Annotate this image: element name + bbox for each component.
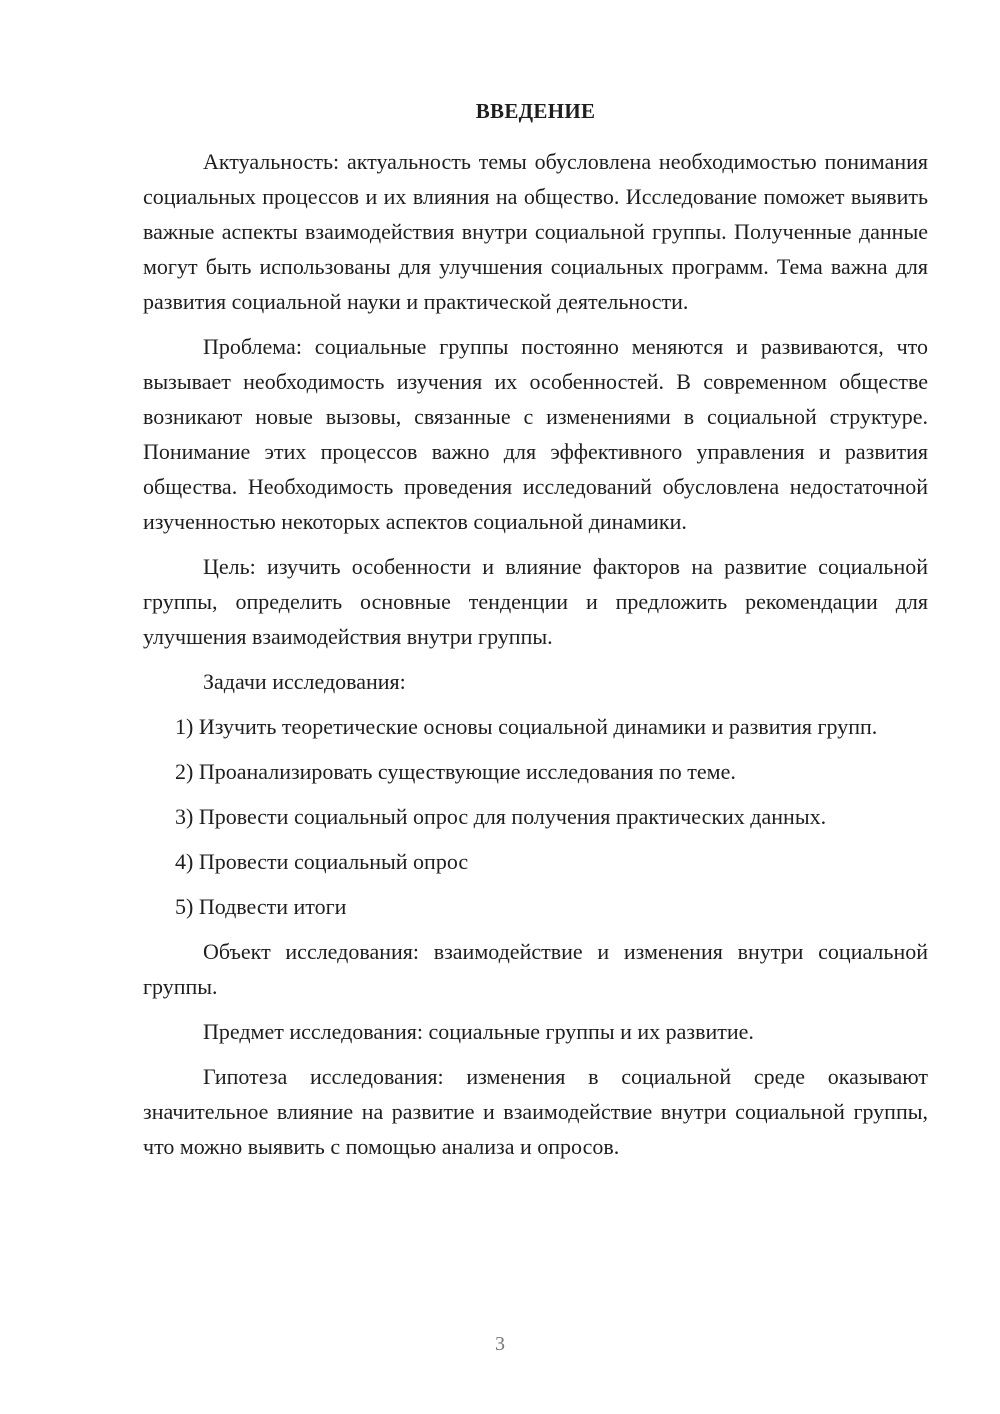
tasks-heading: Задачи исследования: [203, 669, 406, 694]
tasks-list [143, 709, 928, 924]
page-title: ВВЕДЕНИЕ [475, 99, 596, 123]
object-paragraph: Объект исследования: взаимодействие и изменения внутри социальной группы. [143, 939, 928, 999]
subject-paragraph: Предмет исследования: социальные группы и их развитие. [203, 1019, 754, 1044]
page-number: 3 [495, 1333, 505, 1355]
goal-paragraph: Цель: изучить особенности и влияние факторов на развитие социальной группы, определить основные тенденции и предложить рекомендации для улучшения взаимодействия внутри группы. [143, 554, 928, 649]
task-item-5: 5) Подвести итоги [175, 894, 347, 919]
document-body [143, 144, 928, 1174]
problem-paragraph: Проблема: социальные группы постоянно меняются и развиваются, что вызывает необходимость изучения их особенностей. В современном обществе возникают новые вызовы, связанные с изменениями в социальной структуре. Понимание этих процессов важно для эффективного управления и развития общества. Необходимость проведения исследований обусловлена недостаточной изученностью некоторых аспектов социальной динамики. [143, 334, 928, 534]
task-item-1: 1) Изучить теоретические основы социальной динамики и развития групп. [175, 714, 878, 739]
task-item-3: 3) Провести социальный опрос для получения практических данных. [175, 804, 827, 829]
task-item-4: 4) Провести социальный опрос [175, 849, 469, 874]
task-item-2: 2) Проанализировать существующие исследования по теме. [175, 759, 736, 784]
hypothesis-paragraph: Гипотеза исследования: изменения в социальной среде оказывают значительное влияние на развитие и взаимодействие внутри социальной группы, что можно выявить с помощью анализа и опросов. [143, 1064, 928, 1159]
relevance-paragraph: Актуальность: актуальность темы обусловлена необходимостью понимания социальных процессов и их влияния на общество. Исследование поможет выявить важные аспекты взаимодействия внутри социальной группы. Полученные данные могут быть использованы для улучшения социальных программ. Тема важна для развития социальной науки и практической деятельности. [143, 149, 928, 314]
